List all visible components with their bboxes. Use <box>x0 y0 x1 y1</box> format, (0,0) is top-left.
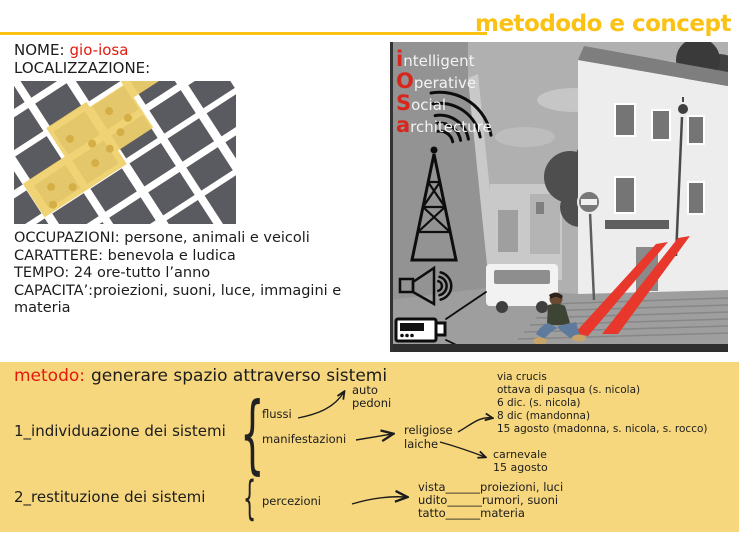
arrow-manifestazioni-religiose <box>356 434 392 440</box>
acronym-rest: rchitecture <box>410 118 492 136</box>
row2-label: 2_restituzione dei sistemi <box>14 488 206 506</box>
street-photo <box>390 42 728 352</box>
metodo-panel <box>0 362 739 532</box>
metodo-heading-label: metodo: <box>14 366 86 386</box>
metodo-heading <box>14 366 387 386</box>
event-item: 15 agosto (madonna, s. nicola, s. rocco) <box>497 423 708 435</box>
right-building <box>578 46 728 298</box>
localizzazione-label: LOCALIZZAZIONE: <box>14 59 151 77</box>
religiose-event-list <box>497 371 708 436</box>
arrow-laiche-carnevale <box>440 442 485 457</box>
attribute-line-capacita: CAPACITA’:proiezioni, suoni, luce, immagini e materia <box>14 282 342 317</box>
attribute-line-occupazioni: OCCUPAZIONI: persone, animali e veicoli <box>14 230 310 246</box>
event-item: ottava di pasqua (s. nicola) <box>497 384 641 396</box>
branch-flussi: flussi <box>262 407 292 421</box>
arrow-religiose-events <box>458 418 492 432</box>
iosa-acronym <box>396 48 492 136</box>
target-auto: auto <box>352 383 378 397</box>
target-pedoni: pedoni <box>352 396 392 410</box>
location-map-figure <box>14 81 236 224</box>
acronym-initial: i <box>396 47 404 71</box>
title-underline <box>0 32 487 35</box>
van <box>486 264 558 313</box>
laiche-event-list <box>493 448 548 474</box>
acronym-rest: ntelligent <box>403 52 475 70</box>
event-item: carnevale <box>493 448 547 461</box>
attribute-line-tempo: TEMPO: 24 ore-tutto l’anno <box>14 265 211 282</box>
branch-percezioni: percezioni <box>262 494 321 508</box>
photo-left-edge <box>390 42 393 352</box>
location-map <box>14 81 236 224</box>
arrow-percezioni-senses <box>352 497 406 504</box>
acronym-line-architecture <box>396 114 492 136</box>
event-item: via crucis <box>497 371 547 383</box>
acronym-rest: perative <box>413 74 477 92</box>
acronym-line-social <box>396 92 492 114</box>
acronym-rest: ocial <box>411 96 447 114</box>
target-religiose: religiose <box>404 423 453 437</box>
acronym-line-operative <box>396 70 492 92</box>
sense-line-tatto: tatto______materia <box>418 506 525 520</box>
acronym-line-intelligent <box>396 48 492 70</box>
arrow-flussi-auto <box>298 392 344 418</box>
slide-title: metododo e concept <box>474 11 731 37</box>
row1-label: 1_individuazione dei sistemi <box>14 422 226 440</box>
nome-value: gio-iosa <box>69 41 129 59</box>
metodo-heading-text: generare spazio attraverso sistemi <box>91 366 388 386</box>
senses-list <box>418 481 563 520</box>
event-item: 15 agosto <box>493 461 548 474</box>
acronym-initial: S <box>396 91 412 115</box>
event-item: 8 dic (mandonna) <box>497 410 591 422</box>
nome-label: NOME: <box>14 41 65 59</box>
acronym-initial: a <box>396 113 411 137</box>
target-laiche: laiche <box>404 437 439 451</box>
event-item: 6 dic. (s. nicola) <box>497 397 581 409</box>
row2-brace: { <box>243 471 257 525</box>
attributes-block <box>14 230 396 318</box>
sense-line-vista: vista______proiezioni, luci <box>418 480 564 494</box>
acronym-initial: O <box>396 69 414 93</box>
attribute-line-carattere: CARATTERE: benevola e ludica <box>14 247 236 264</box>
branch-manifestazioni: manifestazioni <box>262 432 347 446</box>
row1-brace: { <box>240 384 265 484</box>
nome-line <box>14 41 128 59</box>
photo-bottom-band <box>390 344 728 352</box>
sense-line-udito: udito______rumori, suoni <box>418 493 559 507</box>
